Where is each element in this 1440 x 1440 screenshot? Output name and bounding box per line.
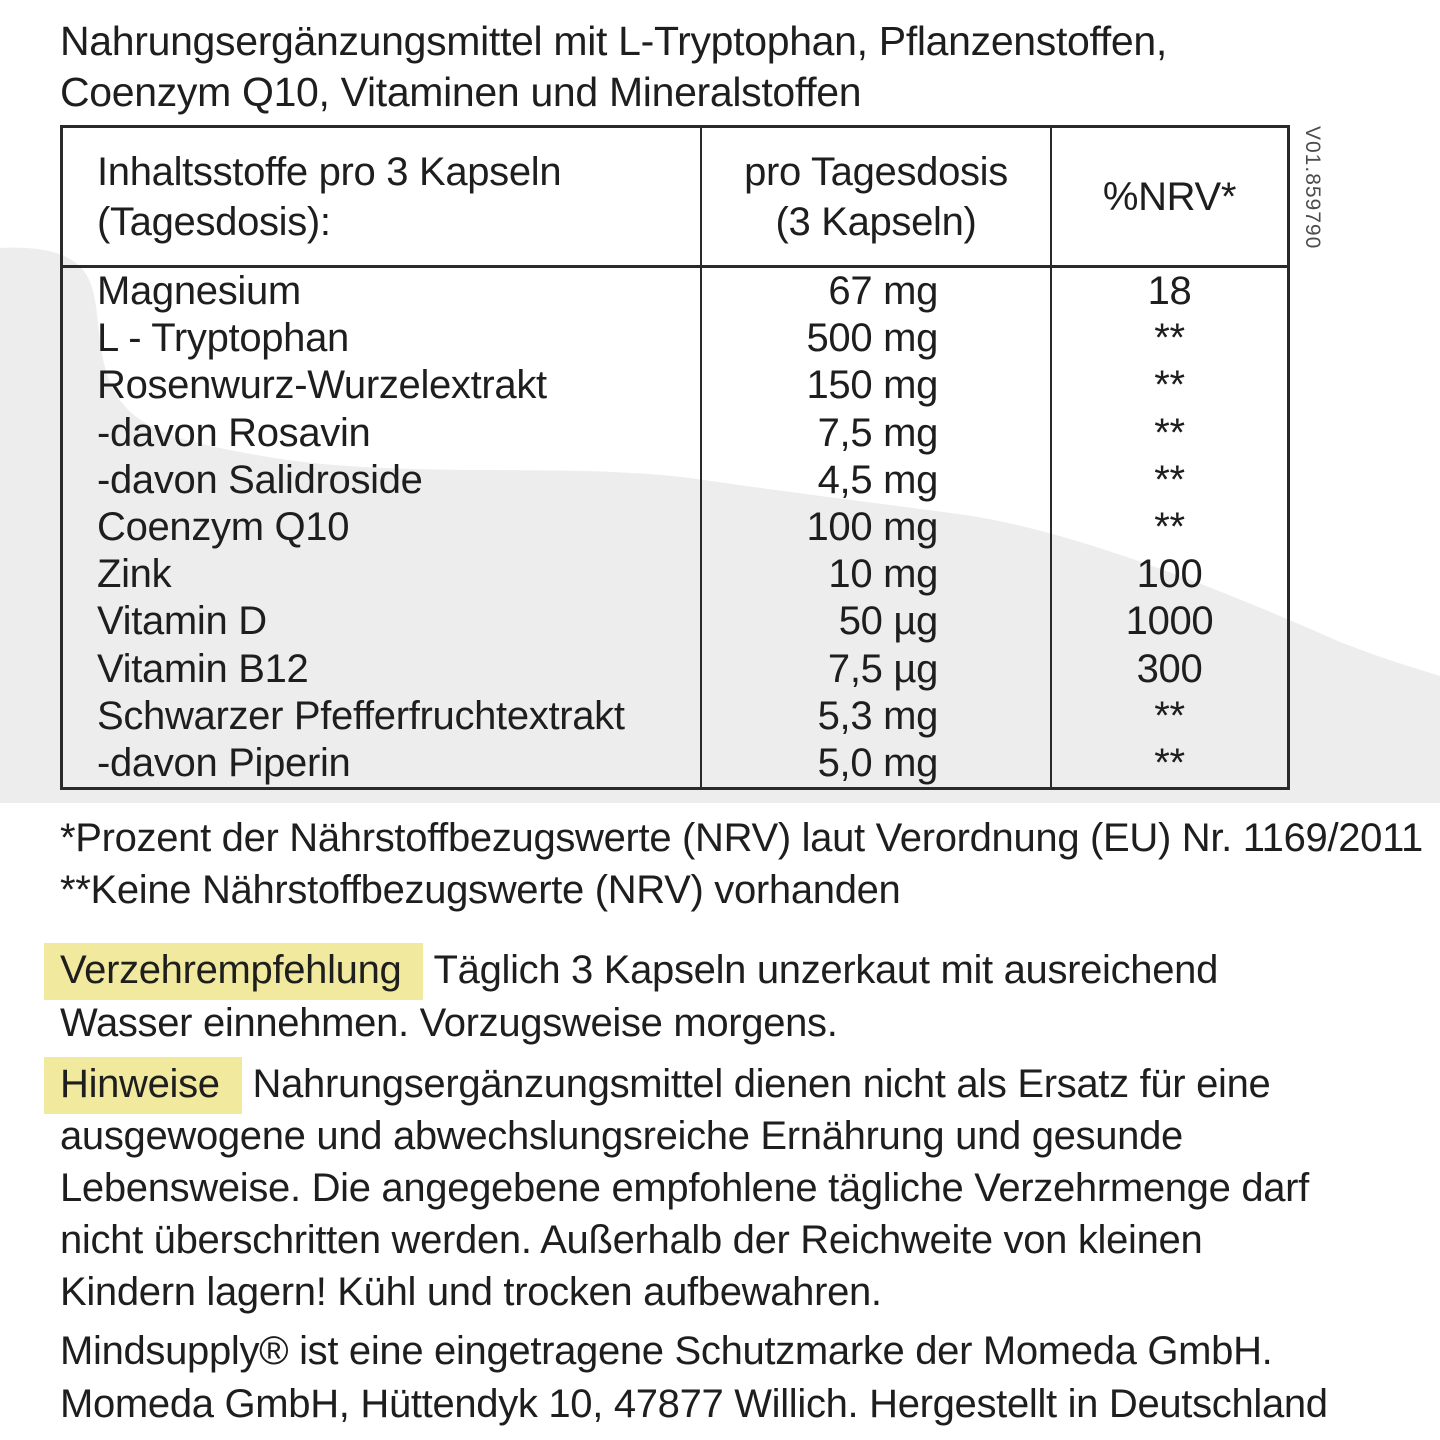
table-row: [63, 410, 1287, 457]
ingredient-amount: 7,5 mg: [702, 410, 1052, 457]
ingredient-nrv: 18: [1147, 269, 1192, 314]
table-row: [63, 740, 1287, 787]
ingredient-name: -davon Piperin: [63, 740, 702, 787]
ingredient-nrv: **: [1154, 457, 1185, 502]
ingredient-name: Vitamin B12: [63, 646, 702, 693]
ingredient-amount: 10 mg: [702, 551, 1052, 598]
nutrition-table-header: [63, 128, 1287, 268]
dosage-text-line1: Täglich 3 Kapseln unzerkaut mit ausreichend: [433, 948, 1219, 992]
nutrition-table: [60, 125, 1290, 790]
ingredient-nrv: 1000: [1125, 599, 1214, 644]
ingredient-nrv: **: [1154, 410, 1185, 455]
ingredient-name: Magnesium: [63, 268, 702, 315]
ingredient-name: Rosenwurz-Wurzelextrakt: [63, 362, 702, 409]
ingredient-amount: 5,0 mg: [702, 740, 1052, 787]
table-row: [63, 598, 1287, 645]
manufacturer-info: [60, 1325, 1328, 1431]
notes-title-highlight: Hinweise: [44, 1057, 242, 1114]
ingredient-nrv: 100: [1136, 552, 1203, 597]
dosage-recommendation: [60, 944, 1218, 1050]
notes-text-line5: Kindern lagern! Kühl und trocken aufbewahren.: [60, 1270, 882, 1314]
nrv-footnotes: [60, 812, 1423, 916]
notes-section: [60, 1058, 1309, 1318]
notes-text-line1: Nahrungsergänzungsmittel dienen nicht als Ersatz für eine: [252, 1062, 1271, 1106]
table-row: [63, 551, 1287, 598]
notes-text-line3: Lebensweise. Die angegebene empfohlene tägliche Verzehrmenge darf: [60, 1166, 1309, 1210]
header-nrv: %NRV*: [1102, 174, 1237, 219]
dosage-text-line2: Wasser einnehmen. Vorzugsweise morgens.: [60, 1001, 838, 1045]
ingredient-nrv: **: [1154, 693, 1185, 738]
footnote-nrv-definition: *Prozent der Nährstoffbezugswerte (NRV) laut Verordnung (EU) Nr. 1169/2011: [60, 816, 1423, 860]
notes-text-line4: nicht überschritten werden. Außerhalb der Reichweite von kleinen: [60, 1218, 1203, 1262]
ingredient-amount: 67 mg: [702, 268, 1052, 315]
header-per-dose: pro Tagesdosis (3 Kapseln): [702, 128, 1052, 265]
ingredient-nrv: **: [1154, 505, 1185, 550]
ingredient-name: Vitamin D: [63, 598, 702, 645]
table-row: [63, 646, 1287, 693]
ingredient-amount: 5,3 mg: [702, 693, 1052, 740]
ingredient-name: -davon Rosavin: [63, 410, 702, 457]
product-description-line1: Nahrungsergänzungsmittel mit L-Tryptophan, Pflanzenstoffen,: [60, 18, 1167, 64]
ingredient-amount: 100 mg: [702, 504, 1052, 551]
ingredient-name: -davon Salidroside: [63, 457, 702, 504]
ingredient-name: Schwarzer Pfefferfruchtextrakt: [63, 693, 702, 740]
table-row: [63, 268, 1287, 315]
ingredient-amount: 7,5 µg: [702, 646, 1052, 693]
notes-text-line2: ausgewogene und abwechslungsreiche Ernährung und gesunde: [60, 1114, 1183, 1158]
table-row: [63, 315, 1287, 362]
table-row: [63, 362, 1287, 409]
ingredient-amount: 50 µg: [702, 598, 1052, 645]
ingredient-nrv: 300: [1136, 646, 1203, 691]
table-row: [63, 457, 1287, 504]
ingredient-name: L - Tryptophan: [63, 315, 702, 362]
ingredient-amount: 150 mg: [702, 362, 1052, 409]
product-description-line2: Coenzym Q10, Vitaminen und Mineralstoffen: [60, 69, 862, 115]
ingredient-nrv: **: [1154, 740, 1185, 785]
product-description: [60, 16, 1167, 118]
footnote-no-nrv: **Keine Nährstoffbezugswerte (NRV) vorhanden: [60, 868, 901, 912]
manufacturer-address-line: Momeda GmbH, Hüttendyk 10, 47877 Willich. Hergestellt in Deutschland: [60, 1382, 1328, 1426]
nutrition-table-body: [63, 268, 1287, 787]
ingredient-name: Zink: [63, 551, 702, 598]
trademark-line: Mindsupply® ist eine eingetragene Schutzmarke der Momeda GmbH.: [60, 1329, 1273, 1373]
ingredient-amount: 500 mg: [702, 315, 1052, 362]
ingredient-name: Coenzym Q10: [63, 504, 702, 551]
dosage-title-highlight: Verzehrempfehlung: [44, 943, 423, 1000]
ingredient-nrv: **: [1154, 316, 1185, 361]
ingredient-amount: 4,5 mg: [702, 457, 1052, 504]
table-row: [63, 504, 1287, 551]
header-ingredients: Inhaltsstoffe pro 3 Kapseln (Tagesdosis):: [63, 128, 702, 265]
ingredient-nrv: **: [1154, 363, 1185, 408]
batch-code-vertical: V01.859790: [1301, 126, 1324, 250]
table-row: [63, 693, 1287, 740]
